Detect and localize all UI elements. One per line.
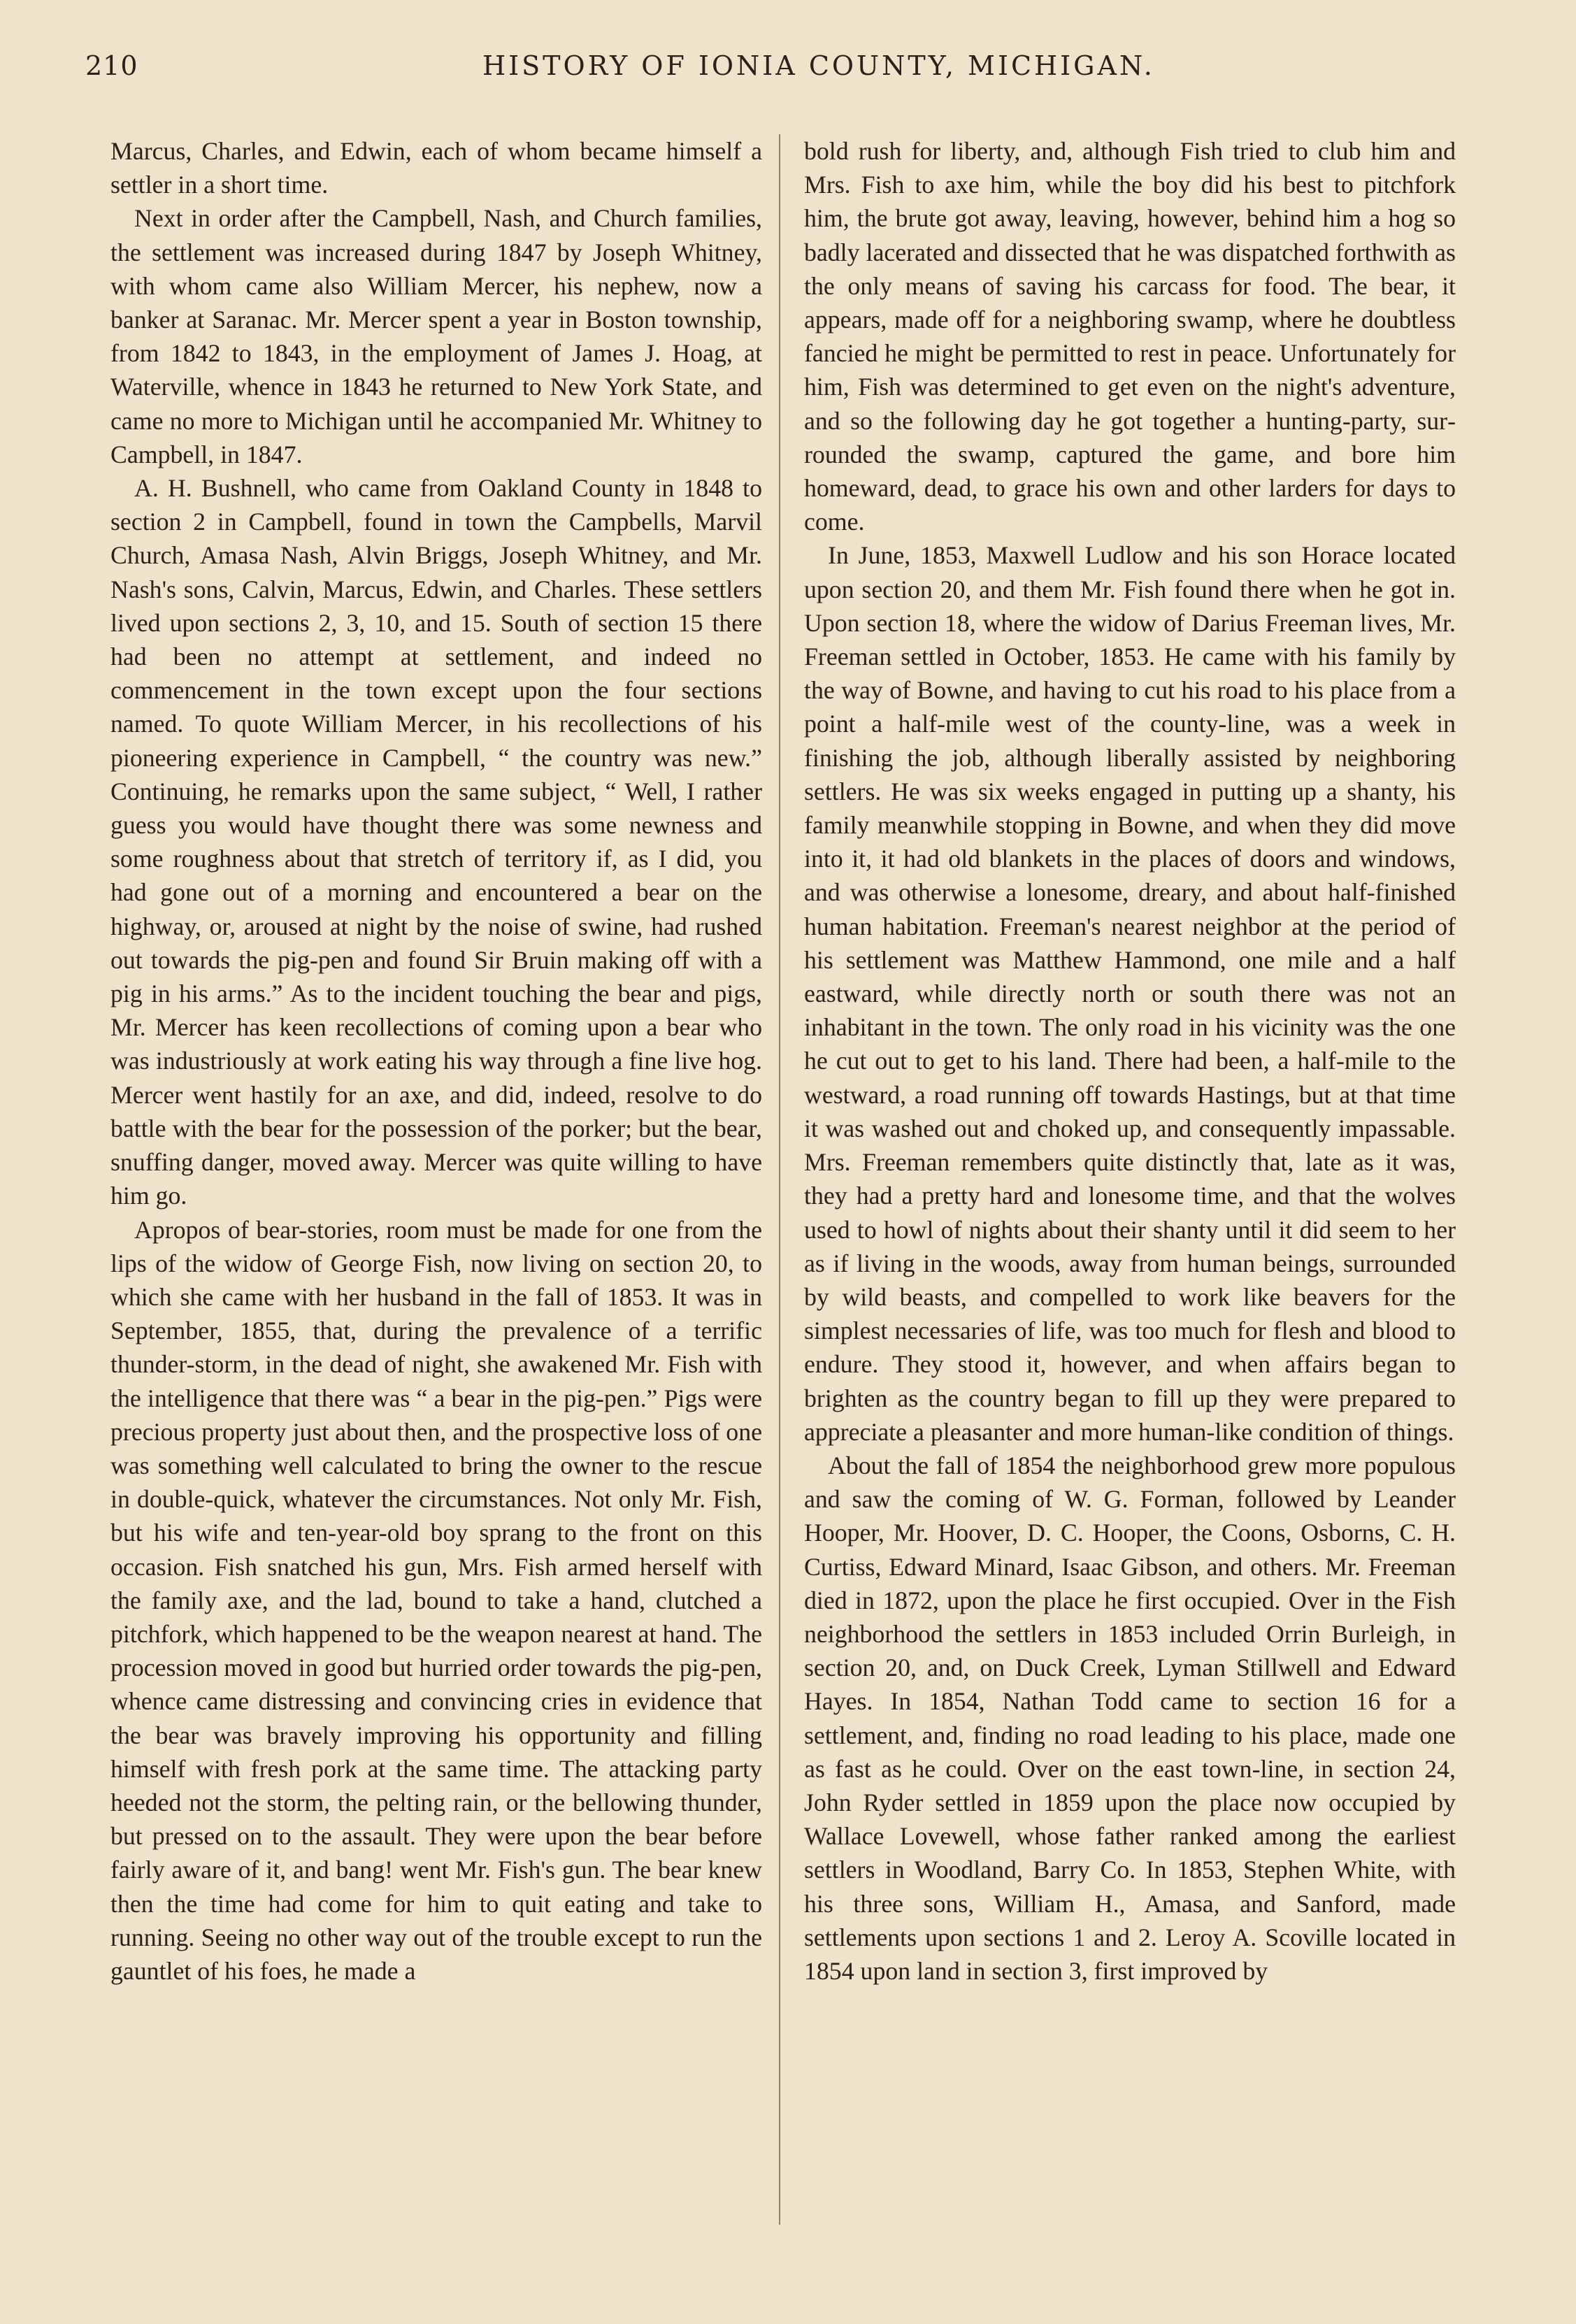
paragraph: About the fall of 1854 the neighborhood grew more populous and saw the coming of W. G. Forman, followed by Leander Hooper, Mr. Hoover, D. C. Hooper, the Coons, Osborns, C. H. Curtiss, Edward Minard, Isaac Gibson, and others. Mr. Freeman died in 1872, upon the place he first occupied. Over in the Fish neighborhood the settlers in 1853 included Orrin Burleigh, in section 20, and, on Duck Creek, Lyman Stillwell and Edward Hayes. In 1854, Nathan Todd came to section 16 for a settlement, and, finding no road leading to his place, made one as fast as he could. Over on the east town-line, in section 24, John Ryder settled in 1859 upon the place now occupied by Wallace Lovewell, whose father ranked among the earliest settlers in Woodland, Barry Co. In 1853, Stephen White, with his three sons, William H., Amasa, and Sanford, made settlements upon sections 1 and 2. Leroy A. Scoville located in 1854 upon land in section 3, first improved by — [804, 1451, 1456, 1985]
paragraph: In June, 1853, Maxwell Ludlow and his son Horace located upon section 20, and them Mr. Fish found there when he got in. Upon section 18, where the widow of Darius Freeman lives, Mr. Freeman settled in October, 1853. He came with his family by the way of Bowne, and having to cut his road to his place from a point a half-mile west of the county-line, was a week in finishing the job, although liberally assisted by neighboring settlers. He was six weeks engaged in putting up a shanty, his family meanwhile stopping in Bowne, and when they did move into it, it had old blankets in the places of doors and windows, and was otherwise a lonesome, dreary, and about half-finished human habitation. Freeman's nearest neighbor at the period of his settlement was Matthew Hammond, one mile and a half eastward, while directly north or south there was not an inhabitant in the town. The only road in his vicinity was the one he cut out to get to his land. There had been, a half-mile to the westward, a road running off towards Hastings, but at that time it was washed out and choked up, and consequently impassable. Mrs. Freeman remembers quite distinctly that, late as it was, they had a pretty hard and lonesome time, and that the wolves used to howl of nights about their shanty until it did seem to her as if living in the woods, away from human beings, surrounded by wild beasts, and compelled to work like beavers for the simplest necessaries of life, was too much for flesh and blood to endure. They stood it, however, and when affairs began to brighten as the country began to fill up they were prepared to appreciate a pleasanter and more human-like condition of things. — [804, 541, 1456, 1446]
column-divider — [779, 134, 780, 2225]
paragraph: Next in order after the Campbell, Nash, and Church families, the settlement was increased during 1847 by Joseph Whitney, with whom came also William Mercer, his nephew, now a banker at Saranac. Mr. Mercer spent a year in Boston township, from 1842 to 1843, in the employment of James J. Hoag, at Waterville, whence in 1843 he returned to New York State, and came no more to Michigan until he accompanied Mr. Whitney to Campbell, in 1847. — [110, 204, 762, 468]
right-column — [804, 134, 1456, 2239]
running-title: HISTORY OF IONIA COUNTY, MICHIGAN. — [482, 50, 1155, 81]
paragraph: A. H. Bushnell, who came from Oakland County in 1848 to section 2 in Campbell, found in town the Campbells, Marvil Church, Amasa Nash, Alvin Briggs, Joseph Whitney, and Mr. Nash's sons, Calvin, Marcus, Edwin, and Charles. These settlers lived upon sections 2, 3, 10, and 15. South of section 15 there had been no attempt at settlement, and indeed no commencement in the town except upon the four sections named. To quote William Mercer, in his recollections of his pioneering experience in Campbell, “ the country was new.” Continuing, he remarks upon the same subject, “ Well, I rather guess you would have thought there was some newness and some roughness about that stretch of territory if, as I did, you had gone out of a morning and encountered a bear on the highway, or, aroused at night by the noise of swine, had rushed out towards the pig-pen and found Sir Bruin making off with a pig in his arms.” As to the incident touching the bear and pigs, Mr. Mercer has keen recollections of coming upon a bear who was industriously at work eating his way through a fine live hog. Mercer went hastily for an axe, and did, indeed, resolve to do battle with the bear for the possession of the porker; but the bear, snuffing danger, moved away. Mercer was quite willing to have him go. — [110, 474, 762, 1210]
paragraph: bold rush for liberty, and, although Fish tried to club him and Mrs. Fish to axe him, while the boy did his best to pitchfork him, the brute got away, leaving, however, behind him a hog so badly lacerated and dissected that he was dispatched forthwith as the only means of saving his carcass for food. The bear, it appears, made off for a neighboring swamp, where he doubtless fancied he might be permitted to rest in peace. Unfortunately for him, Fish was determined to get even on the night's adventure, and so the following day he got together a hunting-party, surrounded the swamp, captured the game, and bore him homeward, dead, to grace his own and other larders for days to come. — [804, 137, 1456, 536]
paragraph: Marcus, Charles, and Edwin, each of whom became himself a settler in a short time. — [110, 137, 762, 199]
left-column — [110, 134, 762, 2239]
paragraph: Apropos of bear-stories, room must be made for one from the lips of the widow of George Fish, now living on section 20, to which she came with her husband in the fall of 1853. It was in September, 1855, that, during the prevalence of a terrific thunder-storm, in the dead of night, she awakened Mr. Fish with the intelligence that there was “ a bear in the pig-pen.” Pigs were precious property just about then, and the prospective loss of one was something well calculated to bring the owner to the rescue in double-quick, whatever the circumstances. Not only Mr. Fish, but his wife and ten-year-old boy sprang to the front on this occasion. Fish snatched his gun, Mrs. Fish armed herself with the family axe, and the lad, bound to take a hand, clutched a pitchfork, which happened to be the weapon nearest at hand. The procession moved in good but hurried order towards the pig-pen, whence came distressing and convincing cries in evidence that the bear was bravely improving his opportunity and filling himself with fresh pork at the same time. The attacking party heeded not the storm, the pelting rain, or the bellowing thunder, but pressed on to the assault. They were upon the bear before fairly aware of it, and bang! went Mr. Fish's gun. The bear knew then the time had come for him to quit eating and take to running. Seeing no other way out of the trouble except to run the gauntlet of his foes, he made a — [110, 1215, 762, 1985]
page-number: 210 — [85, 50, 138, 81]
page-header — [0, 50, 1576, 99]
